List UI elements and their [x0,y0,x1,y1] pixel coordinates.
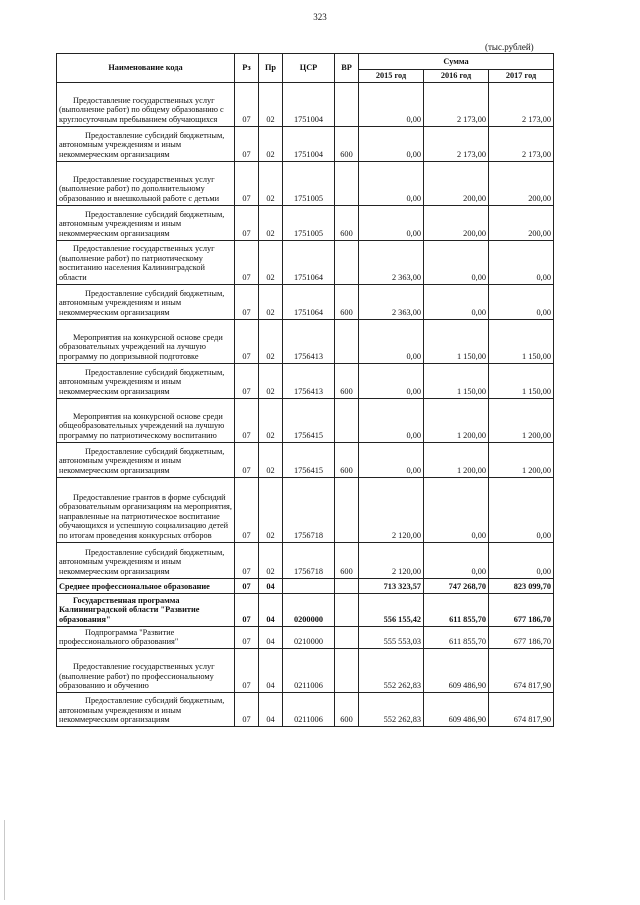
table-row [57,542,554,578]
cell-2015: 0,00 [359,398,424,442]
cell-rz: 07 [235,578,259,593]
header-2015: 2015 год [359,70,424,83]
table-row [57,82,554,126]
cell-rz: 07 [235,442,259,477]
cell-name: Предоставление субсидий бюджетным, автономным учреждениям и иным некоммерческим организациям [57,442,235,477]
cell-name: Подпрограмма "Развитие профессионального образования" [57,626,235,648]
cell-csr: 0210000 [283,626,335,648]
header-2016: 2016 год [424,70,489,83]
cell-pr: 02 [259,284,283,319]
table-row [57,477,554,542]
cell-2016: 747 268,70 [424,578,489,593]
cell-vr: 600 [335,542,359,578]
header-rz: Рз [235,54,259,83]
cell-vr [335,319,359,363]
budget-table [56,53,554,727]
cell-rz: 07 [235,82,259,126]
cell-2015: 2 120,00 [359,542,424,578]
cell-name: Предоставление государственных услуг (выполнение работ) по патриотическому воспитанию населения Калининградской области [57,240,235,284]
cell-pr: 04 [259,626,283,648]
cell-csr: 1756413 [283,363,335,398]
cell-2015: 0,00 [359,205,424,240]
cell-2017: 0,00 [489,477,554,542]
cell-2017: 0,00 [489,240,554,284]
cell-2017: 677 186,70 [489,626,554,648]
cell-csr: 1751004 [283,82,335,126]
table-row [57,398,554,442]
cell-rz: 07 [235,240,259,284]
cell-2016: 1 200,00 [424,442,489,477]
cell-pr: 02 [259,363,283,398]
cell-name: Предоставление субсидий бюджетным, автономным учреждениям и иным некоммерческим организациям [57,126,235,161]
cell-csr: 1756413 [283,319,335,363]
cell-rz: 07 [235,477,259,542]
cell-csr: 1751004 [283,126,335,161]
cell-2015: 713 323,57 [359,578,424,593]
cell-name: Предоставление субсидий бюджетным, автономным учреждениям и иным некоммерческим организациям [57,363,235,398]
cell-2016: 200,00 [424,161,489,205]
table-row [57,692,554,726]
cell-csr: 0200000 [283,593,335,626]
header-name: Наименование кода [57,54,235,83]
cell-2016: 0,00 [424,240,489,284]
cell-2015: 0,00 [359,363,424,398]
cell-2016: 0,00 [424,542,489,578]
cell-name: Государственная программа Калининградской области "Развитие образования" [57,593,235,626]
cell-pr: 04 [259,692,283,726]
cell-name: Предоставление субсидий бюджетным, автономным учреждениям и иным некоммерческим организациям [57,205,235,240]
cell-2016: 1 150,00 [424,319,489,363]
cell-2015: 0,00 [359,319,424,363]
cell-pr: 02 [259,240,283,284]
cell-vr [335,578,359,593]
cell-rz: 07 [235,626,259,648]
cell-vr [335,626,359,648]
cell-2017: 0,00 [489,542,554,578]
cell-pr: 02 [259,126,283,161]
cell-rz: 07 [235,126,259,161]
table-row [57,648,554,692]
header-2017: 2017 год [489,70,554,83]
cell-name: Предоставление государственных услуг (выполнение работ) по профессиональному образованию и обучению [57,648,235,692]
cell-name: Предоставление государственных услуг (выполнение работ) по дополнительному образованию и внешкольной работе с детьми [57,161,235,205]
cell-2016: 0,00 [424,477,489,542]
cell-csr: 1751005 [283,161,335,205]
cell-2017: 1 150,00 [489,319,554,363]
cell-2017: 2 173,00 [489,82,554,126]
cell-csr: 0211006 [283,692,335,726]
cell-2017: 823 099,70 [489,578,554,593]
cell-csr: 1751064 [283,284,335,319]
unit-note: (тыс.рублей) [485,42,534,52]
cell-csr: 1751064 [283,240,335,284]
cell-2015: 2 120,00 [359,477,424,542]
cell-pr: 02 [259,205,283,240]
table-row [57,442,554,477]
cell-name: Предоставление грантов в форме субсидий образовательным организациям на мероприятия, направленные на патриотическое воспитание обучающихся и успешную социализацию детей по итогам проведения конкурсных отборов [57,477,235,542]
table-row [57,240,554,284]
table-row [57,626,554,648]
table-row [57,319,554,363]
cell-vr [335,477,359,542]
cell-2017: 1 150,00 [489,363,554,398]
header-csr: ЦСР [283,54,335,83]
cell-2015: 2 363,00 [359,240,424,284]
cell-2017: 674 817,90 [489,692,554,726]
table-row [57,161,554,205]
header-pr: Пр [259,54,283,83]
cell-pr: 02 [259,161,283,205]
cell-name: Предоставление субсидий бюджетным, автономным учреждениям и иным некоммерческим организациям [57,542,235,578]
cell-pr: 04 [259,593,283,626]
scan-mark [4,820,5,900]
cell-csr: 1756718 [283,542,335,578]
cell-vr [335,398,359,442]
cell-pr: 02 [259,442,283,477]
cell-2015: 555 553,03 [359,626,424,648]
table-row [57,578,554,593]
cell-name: Предоставление субсидий бюджетным, автономным учреждениям и иным некоммерческим организациям [57,284,235,319]
cell-pr: 04 [259,578,283,593]
cell-2015: 0,00 [359,442,424,477]
cell-csr: 1756415 [283,398,335,442]
cell-2017: 200,00 [489,205,554,240]
cell-name: Мероприятия на конкурсной основе среди общеобразовательных учреждений на лучшую программу по патриотическому воспитанию [57,398,235,442]
cell-2015: 0,00 [359,82,424,126]
cell-name: Мероприятия на конкурсной основе среди образовательных учреждений на лучшую программу по допризывной подготовке [57,319,235,363]
cell-pr: 02 [259,398,283,442]
cell-vr: 600 [335,442,359,477]
cell-2015: 2 363,00 [359,284,424,319]
cell-rz: 07 [235,363,259,398]
cell-rz: 07 [235,205,259,240]
cell-pr: 04 [259,648,283,692]
cell-2016: 2 173,00 [424,126,489,161]
cell-vr [335,161,359,205]
cell-rz: 07 [235,648,259,692]
cell-rz: 07 [235,284,259,319]
page-number: 323 [313,12,327,22]
cell-2016: 2 173,00 [424,82,489,126]
cell-2017: 677 186,70 [489,593,554,626]
cell-2015: 0,00 [359,126,424,161]
cell-rz: 07 [235,692,259,726]
cell-2017: 1 200,00 [489,442,554,477]
cell-2015: 0,00 [359,161,424,205]
cell-rz: 07 [235,398,259,442]
cell-2016: 200,00 [424,205,489,240]
cell-2016: 1 200,00 [424,398,489,442]
cell-name: Предоставление государственных услуг (выполнение работ) по общему образованию с круглосуточным пребыванием обучающихся [57,82,235,126]
table-header [57,54,554,83]
cell-pr: 02 [259,82,283,126]
cell-2017: 0,00 [489,284,554,319]
cell-pr: 02 [259,477,283,542]
header-sum: Сумма [359,54,554,70]
cell-vr: 600 [335,126,359,161]
cell-rz: 07 [235,542,259,578]
cell-2016: 611 855,70 [424,593,489,626]
cell-2017: 2 173,00 [489,126,554,161]
cell-vr: 600 [335,363,359,398]
header-vr: ВР [335,54,359,83]
table-row [57,593,554,626]
cell-2016: 0,00 [424,284,489,319]
cell-vr: 600 [335,692,359,726]
cell-pr: 02 [259,319,283,363]
table-row [57,126,554,161]
cell-2015: 556 155,42 [359,593,424,626]
table-row [57,363,554,398]
cell-2017: 200,00 [489,161,554,205]
cell-rz: 07 [235,161,259,205]
table-body [57,82,554,726]
cell-name: Среднее профессиональное образование [57,578,235,593]
cell-csr: 0211006 [283,648,335,692]
cell-2017: 674 817,90 [489,648,554,692]
cell-csr: 1756415 [283,442,335,477]
cell-vr [335,240,359,284]
cell-2016: 609 486,90 [424,648,489,692]
cell-2016: 1 150,00 [424,363,489,398]
cell-vr: 600 [335,284,359,319]
table-row [57,284,554,319]
cell-vr [335,593,359,626]
cell-rz: 07 [235,593,259,626]
cell-2015: 552 262,83 [359,648,424,692]
cell-vr: 600 [335,205,359,240]
cell-vr [335,648,359,692]
cell-2016: 609 486,90 [424,692,489,726]
cell-pr: 02 [259,542,283,578]
cell-vr [335,82,359,126]
table-row [57,205,554,240]
cell-rz: 07 [235,319,259,363]
cell-2017: 1 200,00 [489,398,554,442]
cell-csr: 1751005 [283,205,335,240]
cell-2015: 552 262,83 [359,692,424,726]
cell-csr [283,578,335,593]
cell-name: Предоставление субсидий бюджетным, автономным учреждениям и иным некоммерческим организациям [57,692,235,726]
cell-2016: 611 855,70 [424,626,489,648]
cell-csr: 1756718 [283,477,335,542]
